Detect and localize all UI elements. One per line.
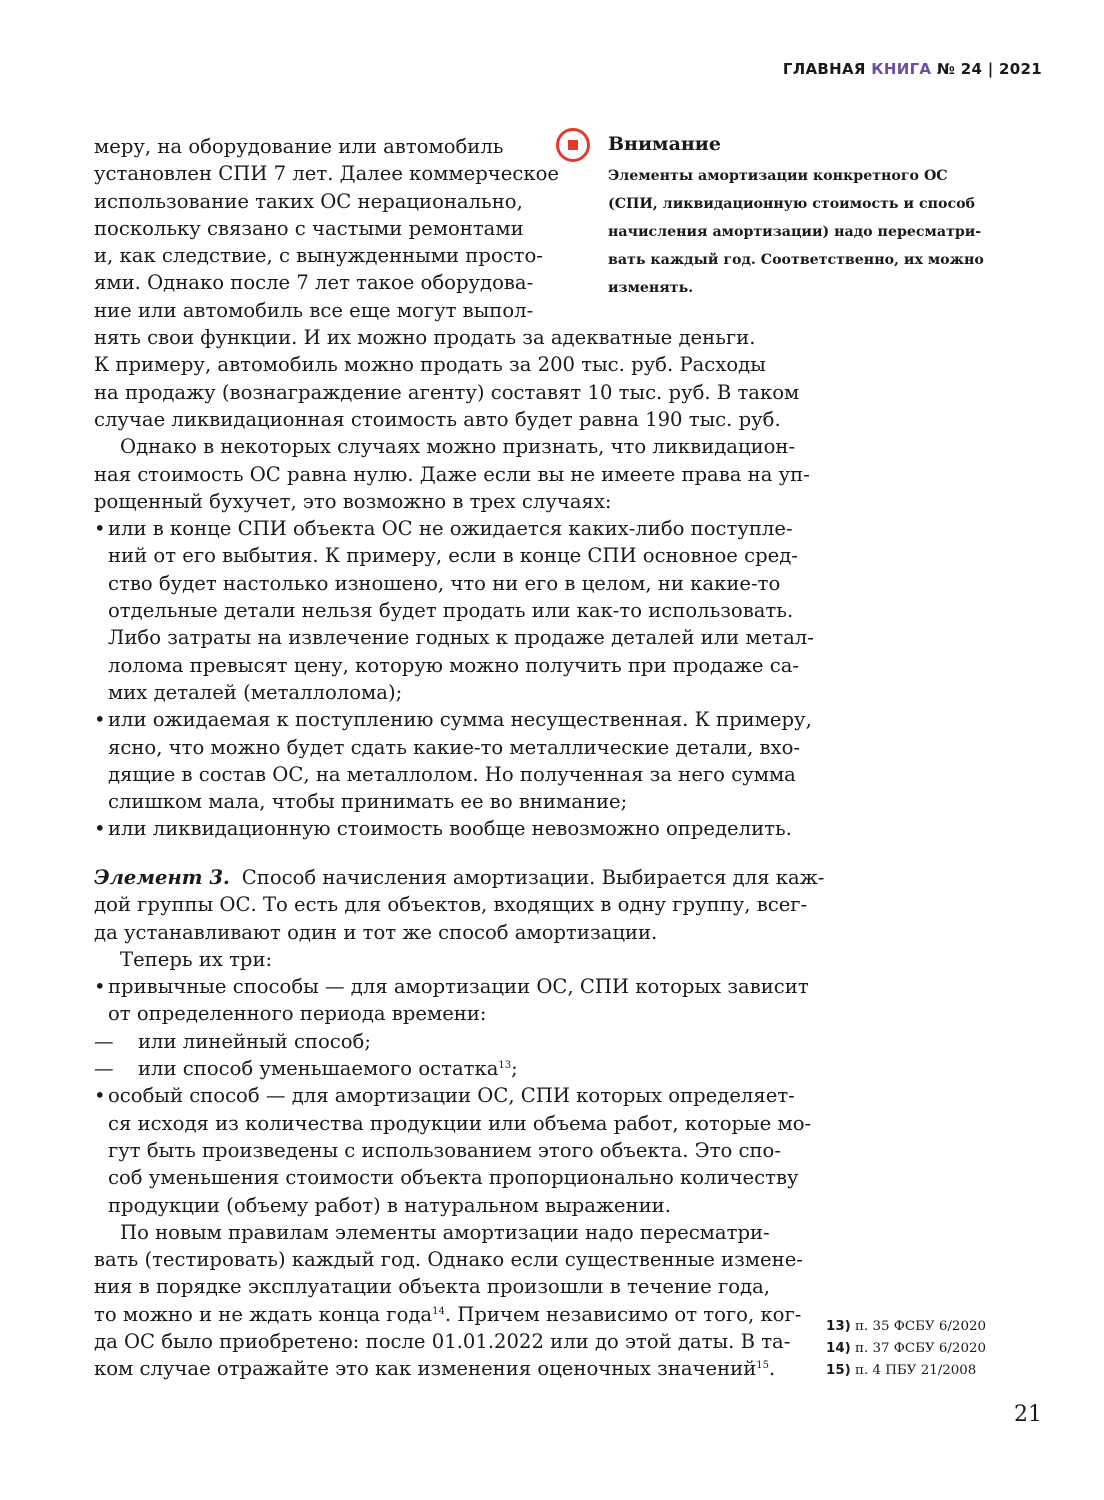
text-line: лолома превысят цену, которую можно получить при продаже са- xyxy=(108,653,800,677)
text-line: ясно, что можно будет сдать какие-то металлические детали, вхо- xyxy=(108,735,801,759)
text-line: да устанавливают один и тот же способ амортизации. xyxy=(94,920,658,944)
bullet-icon: • xyxy=(94,1084,106,1108)
magazine-title: ГЛАВНАЯ xyxy=(782,60,866,78)
text-line: Однако в некоторых случаях можно признать, что ликвидацион- xyxy=(120,435,796,459)
text-line: дой группы ОС. То есть для объектов, входящих в одну группу, всег- xyxy=(94,893,808,917)
note-line: вать каждый год. Соответственно, их можно xyxy=(608,252,984,268)
note-line: начисления амортизации) надо пересматри- xyxy=(608,224,982,240)
text-line: меру, на оборудование или автомобиль xyxy=(94,135,504,158)
text-line: особый способ — для амортизации ОС, СПИ которых определяет- xyxy=(108,1084,795,1108)
page-number: 21 xyxy=(1014,1402,1042,1427)
footnote-number: 15) xyxy=(826,1363,851,1378)
text-line: отдельные детали нельзя будет продать или как-то использовать. xyxy=(108,599,794,623)
footnote-ref[interactable]: 14 xyxy=(432,1305,445,1317)
text-line: ний от его выбытия. К примеру, если в конце СПИ основное сред- xyxy=(108,544,798,568)
bullet-icon: • xyxy=(94,708,106,732)
bullet-item xyxy=(94,815,792,842)
text-line: ние или автомобиль все еще могут выпол- xyxy=(94,298,534,322)
text-line: вать (тестировать) каждый год. Однако если существенные измене- xyxy=(94,1248,803,1272)
text-line: ся исходя из количества продукции или объема работ, которые мо- xyxy=(108,1111,812,1135)
note-line: (СПИ, ликвидационную стоимость и способ xyxy=(608,196,976,212)
footnote-text: п. 4 ПБУ 21/2008 xyxy=(855,1363,977,1378)
text-line: или способ уменьшаемого остатка xyxy=(138,1057,499,1081)
text-line: . xyxy=(769,1357,776,1381)
text-line: продукции (объему работ) в натуральном выражении. xyxy=(108,1193,671,1217)
bullet-item xyxy=(94,515,814,706)
text-line: случае ликвидационная стоимость авто будет равна 190 тыс. руб. xyxy=(94,407,781,431)
note-line: Элементы амортизации конкретного ОС xyxy=(608,168,948,184)
text-line: или линейный способ; xyxy=(138,1029,371,1053)
text-line: Либо затраты на извлечение годных к продаже деталей или метал- xyxy=(108,626,814,650)
running-header xyxy=(783,60,1042,78)
text-line: гут быть произведены с использованием этого объекта. Это спо- xyxy=(108,1138,781,1162)
note-title: Внимание xyxy=(608,133,721,155)
text-line: использование таких ОС нерационально, xyxy=(94,189,523,213)
text-line: ; xyxy=(511,1057,518,1081)
text-line: или в конце СПИ объекта ОС не ожидается каких-либо поступле- xyxy=(108,517,793,541)
text-line: ния в порядке эксплуатации объекта произошли в течение года, xyxy=(94,1275,771,1299)
text-line: поскольку связано с частыми ремонтами xyxy=(94,216,524,240)
text-line: ком случае отражайте это как изменения оценочных значений xyxy=(94,1357,757,1381)
footnote-text: п. 35 ФСБУ 6/2020 xyxy=(855,1319,987,1334)
text-line: К примеру, автомобиль можно продать за 200 тыс. руб. Расходы xyxy=(94,353,766,377)
text-line: и, как следствие, с вынужденными просто- xyxy=(94,244,543,268)
footnote-number: 13) xyxy=(826,1319,851,1334)
body-text-bottom xyxy=(94,864,825,1383)
text-line: слишком мала, чтобы принимать ее во внимание; xyxy=(108,790,628,814)
element-heading: Элемент 3. xyxy=(94,866,230,889)
text-line: нять свои функции. И их можно продать за адекватные деньги. xyxy=(94,326,756,350)
text-line: установлен СПИ 7 лет. Далее коммерческое xyxy=(94,162,559,186)
text-line: или ликвидационную стоимость вообще невозможно определить. xyxy=(108,817,792,841)
footnote xyxy=(826,1338,986,1360)
footnote-ref[interactable]: 13 xyxy=(498,1060,512,1072)
text-line: . Причем независимо от того, ког- xyxy=(444,1302,802,1326)
bullet-icon: • xyxy=(94,517,106,541)
text-line: рощенный бухучет, это возможно в трех случаях: xyxy=(94,489,612,513)
dash-icon: — xyxy=(94,1029,114,1053)
text-line: мих деталей (металлолома); xyxy=(108,680,403,704)
footnote-ref[interactable]: 15 xyxy=(756,1360,770,1372)
text-line: да ОС было приобретено: после 01.01.2022 или до этой даты. В та- xyxy=(94,1330,791,1354)
text-line: ями. Однако после 7 лет такое оборудова- xyxy=(94,271,534,295)
dash-icon: — xyxy=(94,1057,114,1081)
footnote-text: п. 37 ФСБУ 6/2020 xyxy=(855,1341,987,1356)
footnote-number: 14) xyxy=(826,1341,851,1356)
issue-number: № 24 | 2021 xyxy=(936,60,1042,78)
bullet-icon: • xyxy=(94,817,106,841)
dash-item xyxy=(94,1055,772,1082)
text-line: или ожидаемая к поступлению сумма несущественная. К примеру, xyxy=(108,708,812,732)
bullet-item xyxy=(94,1082,812,1218)
text-line: По новым правилам элементы амортизации надо пересматри- xyxy=(120,1220,770,1244)
footnotes xyxy=(826,1316,986,1382)
text-line: на продажу (вознаграждение агенту) составят 10 тыс. руб. В таком xyxy=(94,380,800,404)
text-line: ство будет настолько изношено, что ни его в целом, ни какие-то xyxy=(108,571,781,595)
bullet-icon: • xyxy=(94,975,106,999)
note-line: изменять. xyxy=(608,280,694,296)
footnote xyxy=(826,1360,986,1382)
text-line: соб уменьшения стоимости объекта пропорционально количеству xyxy=(108,1166,799,1190)
text-line: Теперь их три: xyxy=(120,947,273,971)
footnote xyxy=(826,1316,986,1338)
text-line: дящие в состав ОС, на металлолом. Но полученная за него сумма xyxy=(108,762,796,786)
text-line: от определенного периода времени: xyxy=(108,1002,487,1026)
bullet-item xyxy=(94,706,812,815)
text-line: привычные способы — для амортизации ОС, СПИ которых зависит xyxy=(108,975,809,999)
text-line: Способ начисления амортизации. Выбирается для каж- xyxy=(241,866,825,889)
magazine-title-accent: КНИГА xyxy=(871,60,932,78)
bullet-item xyxy=(94,973,809,1028)
text-line: ная стоимость ОС равна нулю. Даже если вы не имеете права на уп- xyxy=(94,462,810,486)
dash-item xyxy=(94,1028,772,1055)
text-line: то можно и не ждать конца года xyxy=(94,1302,433,1326)
